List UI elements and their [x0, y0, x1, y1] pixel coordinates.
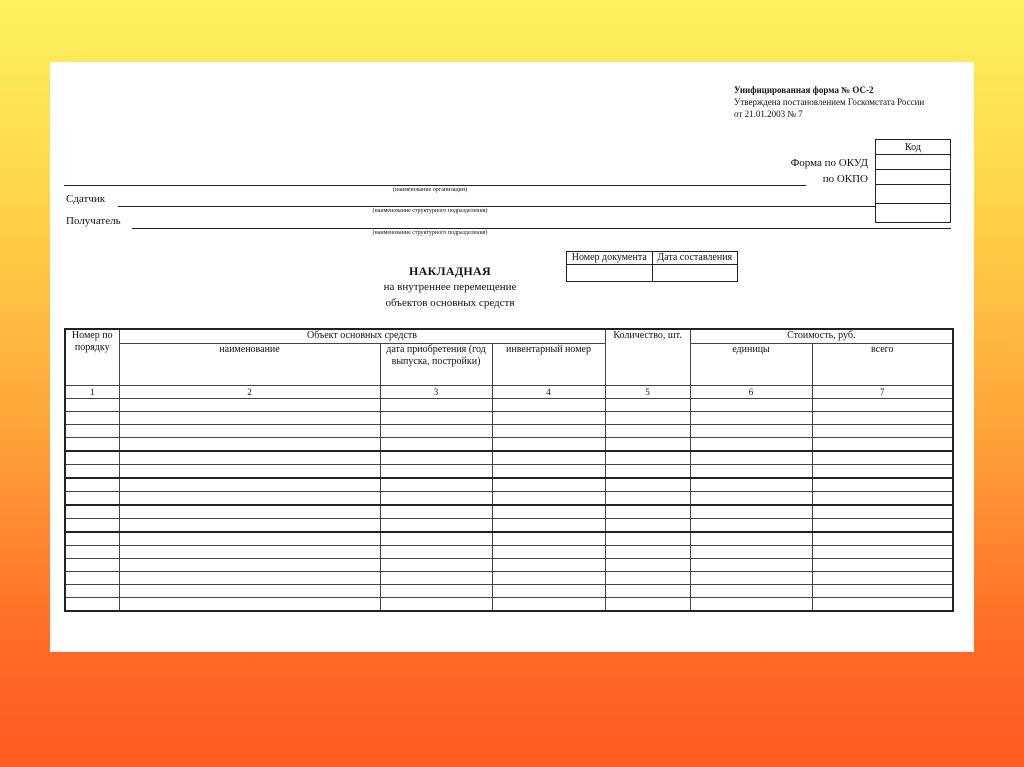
table-cell[interactable]	[119, 532, 380, 546]
table-row	[65, 572, 953, 585]
table-cell[interactable]	[812, 478, 953, 492]
table-cell[interactable]	[812, 546, 953, 559]
table-cell[interactable]	[65, 412, 119, 425]
table-row	[65, 505, 953, 519]
column-number: 6	[690, 386, 812, 399]
table-row	[65, 465, 953, 479]
table-cell[interactable]	[380, 546, 492, 559]
title-line-2: на внутреннее перемещение	[383, 281, 517, 293]
table-cell[interactable]	[690, 412, 812, 425]
table-cell[interactable]	[380, 438, 492, 452]
col-total-header: всего	[812, 344, 953, 386]
table-cell[interactable]	[65, 438, 119, 452]
okud-code-cell[interactable]	[876, 155, 951, 170]
table-body	[65, 399, 953, 612]
table-cell[interactable]	[605, 425, 690, 438]
col-name-header: наименование	[119, 344, 380, 386]
table-cell[interactable]	[380, 478, 492, 492]
table-cell[interactable]	[812, 505, 953, 519]
table-cell[interactable]	[605, 505, 690, 519]
table-cell[interactable]	[380, 532, 492, 546]
table-cell[interactable]	[119, 492, 380, 506]
table-cell[interactable]	[690, 451, 812, 465]
table-cell[interactable]	[492, 532, 605, 546]
table-row	[65, 478, 953, 492]
column-number: 3	[380, 386, 492, 399]
table-cell[interactable]	[690, 505, 812, 519]
sender-line[interactable]	[118, 206, 875, 207]
table-cell[interactable]	[605, 572, 690, 585]
table-cell[interactable]	[492, 425, 605, 438]
document-number-field[interactable]	[567, 265, 653, 282]
table-cell[interactable]	[119, 505, 380, 519]
document-date-field[interactable]	[652, 265, 738, 282]
assets-table	[64, 328, 954, 612]
table-cell[interactable]	[605, 451, 690, 465]
table-cell[interactable]	[65, 505, 119, 519]
table-cell[interactable]	[492, 559, 605, 572]
table-cell[interactable]	[492, 478, 605, 492]
sender-code-cell[interactable]	[876, 185, 951, 204]
table-cell[interactable]	[812, 519, 953, 533]
table-cell[interactable]	[65, 492, 119, 506]
organization-line[interactable]	[64, 185, 806, 186]
table-row	[65, 585, 953, 598]
table-cell[interactable]	[380, 451, 492, 465]
receiver-code-cell[interactable]	[876, 204, 951, 223]
okud-label: Форма по ОКУД	[790, 157, 868, 169]
table-cell[interactable]	[690, 425, 812, 438]
table-cell[interactable]	[119, 559, 380, 572]
codes-header: Код	[876, 140, 951, 155]
table-cell[interactable]	[380, 412, 492, 425]
table-cell[interactable]	[65, 532, 119, 546]
table-cell[interactable]	[119, 451, 380, 465]
table-cell[interactable]	[65, 478, 119, 492]
codes-box	[875, 139, 951, 223]
table-cell[interactable]	[492, 546, 605, 559]
table-cell[interactable]	[65, 559, 119, 572]
table-cell[interactable]	[492, 492, 605, 506]
table-cell[interactable]	[605, 519, 690, 533]
table-row	[65, 492, 953, 506]
receiver-caption: (наименование структурного подразделения)	[372, 230, 488, 236]
document-title	[350, 263, 550, 311]
table-cell[interactable]	[492, 451, 605, 465]
table-row	[65, 546, 953, 559]
table-cell[interactable]	[605, 438, 690, 452]
table-cell[interactable]	[492, 465, 605, 479]
table-row	[65, 559, 953, 572]
table-row	[65, 519, 953, 533]
table-cell[interactable]	[690, 492, 812, 506]
table-cell[interactable]	[690, 519, 812, 533]
document-number-header: Номер документа	[567, 252, 653, 265]
title-line-3: объектов основных средств	[385, 297, 515, 309]
table-cell[interactable]	[605, 585, 690, 598]
table-cell[interactable]	[380, 572, 492, 585]
table-cell[interactable]	[119, 572, 380, 585]
table-cell[interactable]	[690, 572, 812, 585]
table-cell[interactable]	[492, 505, 605, 519]
table-cell[interactable]	[380, 399, 492, 412]
column-number: 7	[812, 386, 953, 399]
document-date-header: Дата составления	[652, 252, 738, 265]
table-cell[interactable]	[119, 412, 380, 425]
receiver-line[interactable]	[132, 228, 951, 229]
okpo-label: по ОКПО	[822, 173, 868, 185]
table-row	[65, 399, 953, 412]
table-cell[interactable]	[690, 438, 812, 452]
table-cell[interactable]	[812, 532, 953, 546]
table-cell[interactable]	[605, 465, 690, 479]
table-cell[interactable]	[380, 585, 492, 598]
table-cell[interactable]	[65, 465, 119, 479]
table-cell[interactable]	[492, 585, 605, 598]
document-info-table	[566, 251, 738, 282]
sender-caption: (наименование структурного подразделения)	[372, 208, 488, 214]
table-cell[interactable]	[812, 598, 953, 612]
form-approval-date: от 21.01.2003 № 7	[734, 109, 803, 119]
table-cell[interactable]	[119, 438, 380, 452]
column-number: 4	[492, 386, 605, 399]
table-cell[interactable]	[812, 559, 953, 572]
table-cell[interactable]	[65, 451, 119, 465]
table-cell[interactable]	[812, 438, 953, 452]
table-cell[interactable]	[605, 546, 690, 559]
table-cell[interactable]	[812, 572, 953, 585]
col-order-header: Номер по порядку	[65, 329, 119, 386]
table-cell[interactable]	[65, 425, 119, 438]
table-cell[interactable]	[119, 425, 380, 438]
form-name: Унифицированная форма № ОС-2	[734, 85, 874, 95]
table-cell[interactable]	[812, 399, 953, 412]
table-cell[interactable]	[380, 425, 492, 438]
column-number: 5	[605, 386, 690, 399]
table-cell[interactable]	[380, 465, 492, 479]
table-cell[interactable]	[812, 451, 953, 465]
table-cell[interactable]	[492, 572, 605, 585]
table-cell[interactable]	[605, 478, 690, 492]
table-row	[65, 425, 953, 438]
table-cell[interactable]	[690, 532, 812, 546]
table-row	[65, 598, 953, 612]
table-row	[65, 438, 953, 452]
table-cell[interactable]	[690, 559, 812, 572]
table-cell[interactable]	[119, 598, 380, 612]
column-number: 1	[65, 386, 119, 399]
form-sheet	[50, 62, 974, 652]
table-cell[interactable]	[690, 585, 812, 598]
table-cell[interactable]	[119, 478, 380, 492]
sender-label: Сдатчик	[66, 193, 106, 205]
receiver-label: Получатель	[66, 215, 121, 227]
group-object-header: Объект основных средств	[119, 329, 605, 344]
organization-caption: (наименование организации)	[393, 187, 467, 193]
table-cell[interactable]	[605, 532, 690, 546]
table-cell[interactable]	[65, 585, 119, 598]
table-cell[interactable]	[812, 465, 953, 479]
table-cell[interactable]	[605, 399, 690, 412]
form-approval: Утверждена постановлением Госкомстата России	[734, 97, 925, 107]
table-cell[interactable]	[492, 438, 605, 452]
table-row	[65, 412, 953, 425]
table-cell[interactable]	[65, 572, 119, 585]
table-cell[interactable]	[380, 598, 492, 612]
column-number: 2	[119, 386, 380, 399]
table-cell[interactable]	[65, 546, 119, 559]
table-cell[interactable]	[492, 519, 605, 533]
column-numbers-row	[65, 386, 953, 399]
table-cell[interactable]	[65, 598, 119, 612]
table-cell[interactable]	[119, 585, 380, 598]
table-cell[interactable]	[690, 465, 812, 479]
table-cell[interactable]	[380, 559, 492, 572]
table-cell[interactable]	[492, 399, 605, 412]
table-cell[interactable]	[812, 412, 953, 425]
table-cell[interactable]	[119, 519, 380, 533]
table-cell[interactable]	[380, 505, 492, 519]
col-date-header: дата приобретения (год выпуска, постройки)	[380, 344, 492, 386]
table-cell[interactable]	[492, 598, 605, 612]
table-cell[interactable]	[605, 412, 690, 425]
form-header	[734, 84, 924, 120]
table-cell[interactable]	[690, 399, 812, 412]
table-cell[interactable]	[812, 585, 953, 598]
table-cell[interactable]	[605, 492, 690, 506]
table-cell[interactable]	[65, 519, 119, 533]
table-cell[interactable]	[605, 559, 690, 572]
table-cell[interactable]	[380, 519, 492, 533]
group-cost-header: Стоимость, руб.	[690, 329, 953, 344]
table-cell[interactable]	[119, 399, 380, 412]
col-unit-header: единицы	[690, 344, 812, 386]
okpo-code-cell[interactable]	[876, 170, 951, 185]
table-cell[interactable]	[812, 425, 953, 438]
table-cell[interactable]	[690, 478, 812, 492]
col-inventory-header: инвентарный номер	[492, 344, 605, 386]
title-main: НАКЛАДНАЯ	[409, 264, 491, 278]
table-cell[interactable]	[812, 492, 953, 506]
table-cell[interactable]	[690, 598, 812, 612]
table-cell[interactable]	[690, 546, 812, 559]
table-cell[interactable]	[605, 598, 690, 612]
table-cell[interactable]	[492, 412, 605, 425]
table-cell[interactable]	[380, 492, 492, 506]
table-cell[interactable]	[119, 546, 380, 559]
table-cell[interactable]	[119, 465, 380, 479]
table-row	[65, 451, 953, 465]
col-quantity-header: Количество, шт.	[605, 329, 690, 386]
table-cell[interactable]	[65, 399, 119, 412]
table-row	[65, 532, 953, 546]
